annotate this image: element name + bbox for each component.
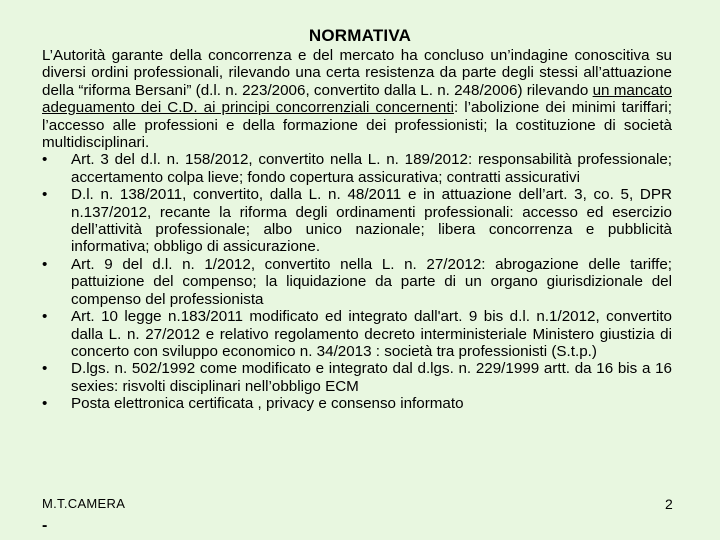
intro-underlined-text: un mancato adeguamento dei C.D. ai principi concorrenziali concernenti [42,81,672,117]
page-number: 2 [665,496,673,512]
slide-title: NORMATIVA [308,26,412,45]
bullet-marker: • [42,255,48,273]
footer-mark: - [42,517,48,534]
bullet-marker: • [42,308,48,326]
intro-text-start: L’Autorità garante della concorrenza e del mercato ha concluso un’indagine conoscitiva su diversi ordini professionali, rilevando una certa resistenza da parte degli stessi all’attuazione della “riforma Bersani” (d.l. n. 223/2006, convertito dalla L. n. 248/2006) rilevando [42,47,672,99]
bullet-text: D.lgs. n. 502/1992 come modificato e integrato dal d.lgs. n. 229/1999 artt. da 16 bis a 16 sexies: risvolti disciplinari nell’obbligo ECM [71,360,672,395]
bullet-marker: • [42,186,48,204]
bullet-marker: • [42,151,48,169]
bullet-item [42,256,672,308]
bullet-marker: • [42,395,48,413]
bullet-text: Art. 9 del d.l. n. 1/2012, convertito nella L. n. 27/2012: abrogazione delle tariffe; pattuizione del compenso; la liquidazione da parte di un organo giurisdizionale del compenso del professionista [71,255,672,308]
bullet-text: Art. 10 legge n.183/2011 modificato ed integrato dall'art. 9 bis d.l. n.1/2012, convertito dalla L. n. 27/2012 e relativo regolamento decreto interministeriale Ministero giustizia di concerto con sviluppo economico n. 34/2013 : società tra professionisti (S.t.p.) [71,308,672,360]
bullet-marker: • [42,360,48,378]
bullet-item [42,151,672,186]
bullet-list [42,151,672,412]
bullet-item [42,308,672,360]
slide-body [42,47,672,413]
bullet-item [42,395,672,412]
intro-paragraph [42,47,672,151]
bullet-item [42,360,672,395]
bullet-item [42,186,672,256]
bullet-text: D.l. n. 138/2011, convertito, dalla L. n. 48/2011 e in attuazione dell’art. 3, co. 5, DPR n.137/2012, recante la riforma degli ordinamenti professionali: accesso ed esercizio dell’attività professionale; albo unico nazionale; libera concorrenza e pubblicità informativa; obbligo di assicurazione. [71,186,672,256]
footer-author: M.T.CAMERA [42,496,126,511]
intro-text-end: : l’abolizione dei minimi tariffari; l’accesso alle professioni e della formazione dei professionisti; la costituzione di società multidisciplinari. [42,99,672,152]
bullet-text: Art. 3 del d.l. n. 158/2012, convertito nella L. n. 189/2012: responsabilità professionale; accertamento colpa lieve; fondo copertura assicurativa; contratti assicurativi [71,151,672,186]
bullet-text: Posta elettronica certificata , privacy e consenso informato [71,395,464,413]
